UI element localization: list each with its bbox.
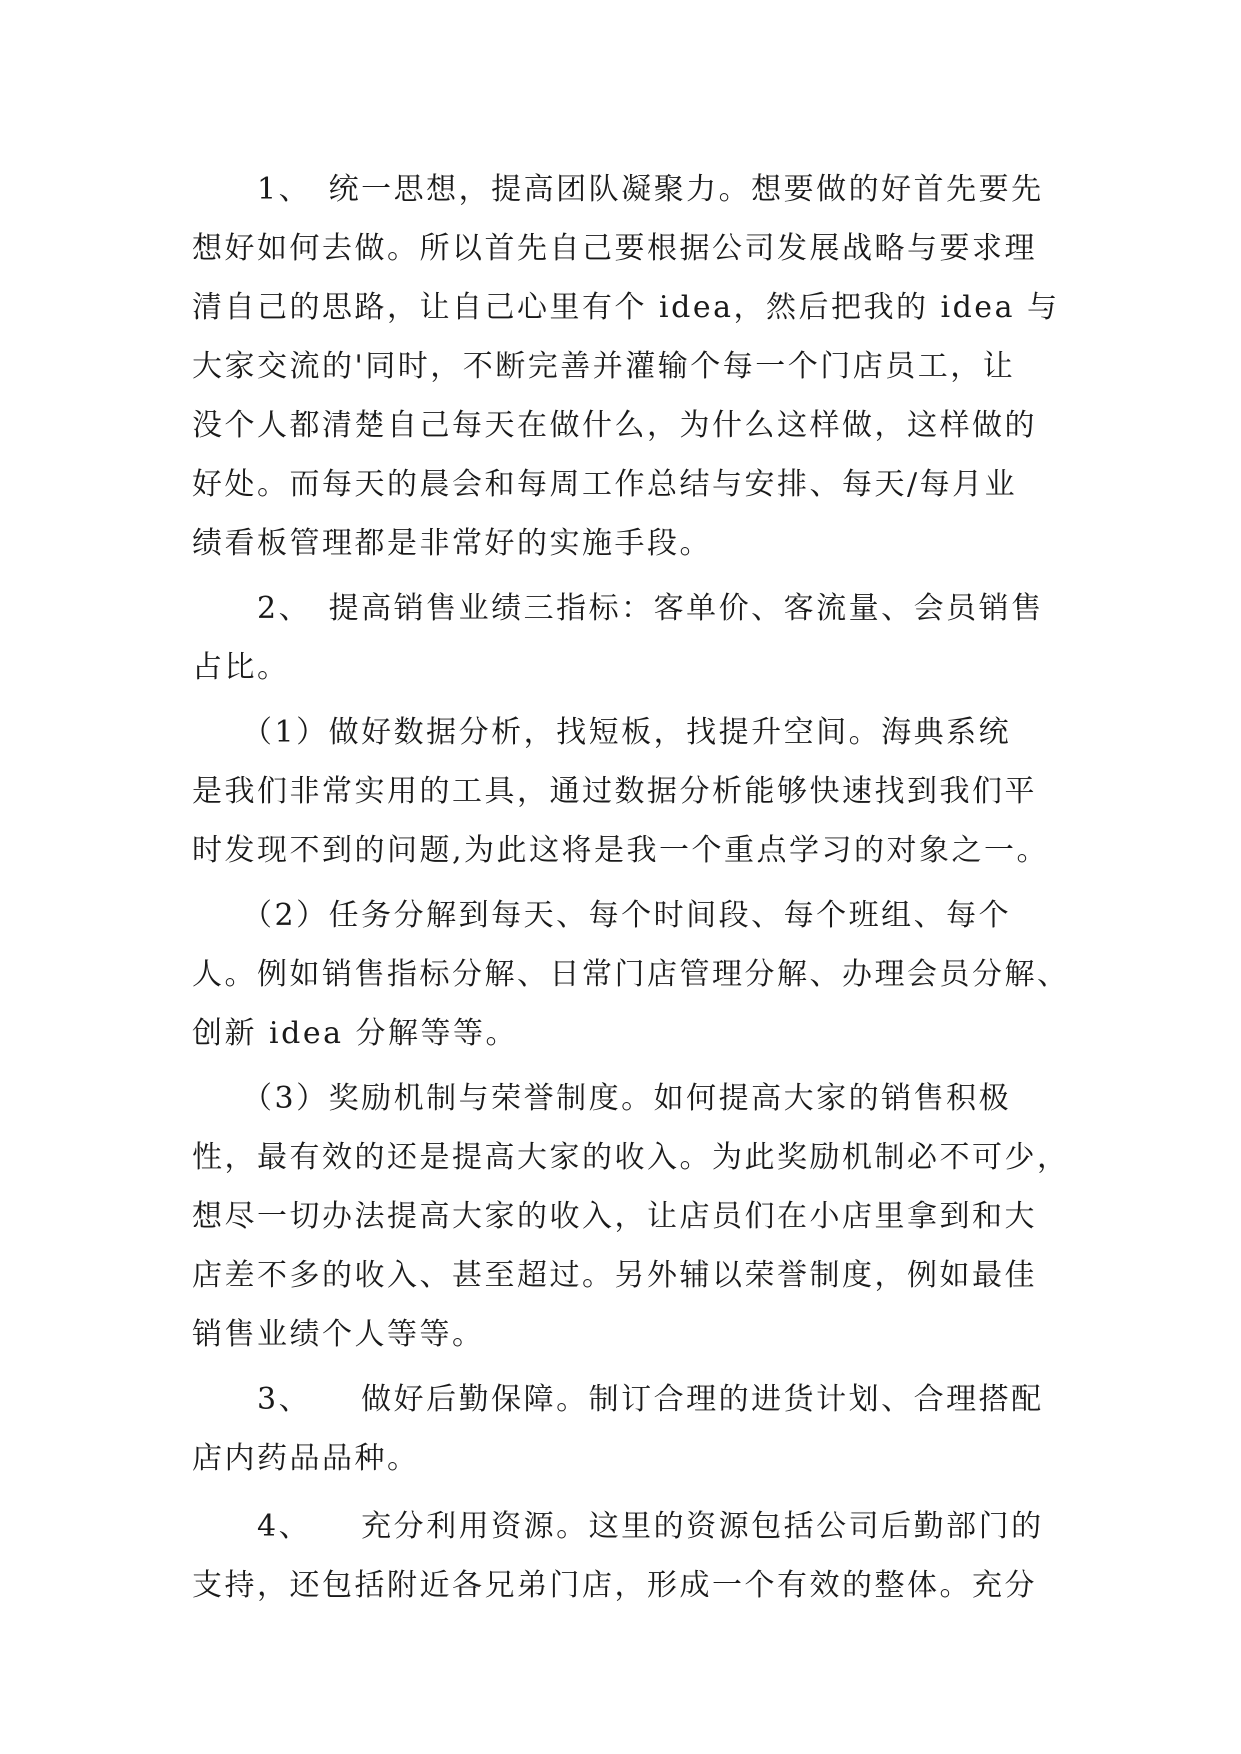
text-line: （1）做好数据分析，找短板，找提升空间。海典系统 <box>192 715 1012 750</box>
text-line: 绩看板管理都是非常好的实施手段。 <box>192 526 712 561</box>
text-line: 时发现不到的问题,为此这将是我一个重点学习的对象之一。 <box>192 833 1050 868</box>
text-line: 性，最有效的还是提高大家的收入。为此奖励机制必不可少， <box>192 1140 1070 1175</box>
text-line: （3）奖励机制与荣誉制度。如何提高大家的销售积极 <box>192 1081 1012 1116</box>
document-body <box>192 160 1070 1615</box>
text-line: 店内药品品种。 <box>192 1441 420 1476</box>
text-line: 想尽一切办法提高大家的收入，让店员们在小店里拿到和大 <box>192 1199 1037 1234</box>
text-line: 1、 统一思想，提高团队凝聚力。想要做的好首先要先 <box>192 172 1044 207</box>
text-line: 好处。而每天的晨会和每周工作总结与安排、每天/每月业 <box>192 467 1018 502</box>
text-line: （2）任务分解到每天、每个时间段、每个班组、每个 <box>192 898 1012 933</box>
text-line: 4、 充分利用资源。这里的资源包括公司后勤部门的 <box>192 1509 1044 1544</box>
text-line: 销售业绩个人等等。 <box>192 1317 485 1352</box>
text-line: 2、 提高销售业绩三指标：客单价、客流量、会员销售 <box>192 591 1044 626</box>
text-line: 店差不多的收入、甚至超过。另外辅以荣誉制度，例如最佳 <box>192 1258 1037 1293</box>
text-line: 想好如何去做。所以首先自己要根据公司发展战略与要求理 <box>192 231 1037 266</box>
text-line: 创新 idea 分解等等。 <box>192 1016 519 1051</box>
text-line: 占比。 <box>192 650 290 685</box>
text-line: 支持，还包括附近各兄弟门店，形成一个有效的整体。充分 <box>192 1568 1037 1603</box>
text-line: 人。例如销售指标分解、日常门店管理分解、办理会员分解、 <box>192 957 1070 992</box>
text-line: 3、 做好后勤保障。制订合理的进货计划、合理搭配 <box>192 1382 1044 1417</box>
text-line: 是我们非常实用的工具，通过数据分析能够快速找到我们平 <box>192 774 1037 809</box>
text-line: 清自己的思路，让自己心里有个 idea，然后把我的 idea 与 <box>192 290 1060 325</box>
text-line: 大家交流的'同时，不断完善并灌输个每一个门店员工，让 <box>192 349 1016 384</box>
text-line: 没个人都清楚自己每天在做什么，为什么这样做，这样做的 <box>192 408 1037 443</box>
